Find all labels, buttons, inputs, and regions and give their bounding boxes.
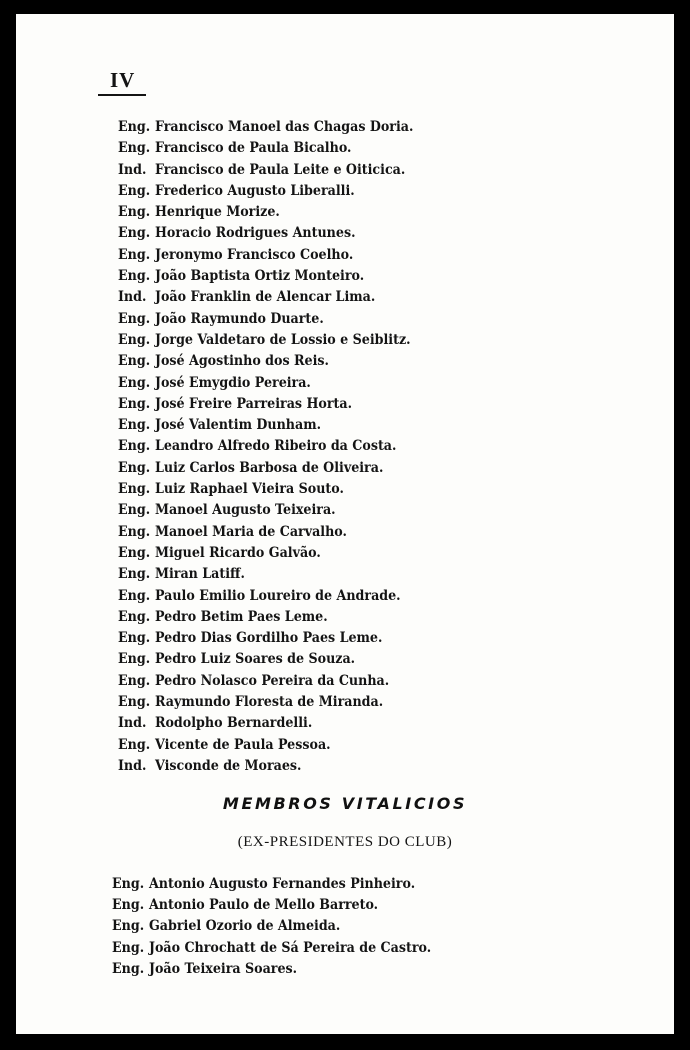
list-item (118, 648, 488, 669)
list-item (118, 393, 488, 414)
list-item (118, 499, 488, 520)
member-title: Eng. (118, 437, 151, 455)
list-item (118, 627, 488, 648)
list-item (118, 585, 488, 606)
member-name: José Emygdio Pereira. (154, 373, 311, 391)
member-name: José Valentim Dunham. (154, 416, 322, 434)
member-title: Eng. (118, 458, 151, 476)
member-name: Francisco Manoel das Chagas Doria. (154, 118, 414, 135)
list-item (118, 435, 488, 456)
list-item (118, 244, 488, 265)
member-title: Eng. (118, 203, 151, 221)
member-title: Eng. (118, 735, 151, 753)
list-item (112, 958, 490, 979)
list-item (112, 937, 490, 958)
member-name: José Agostinho dos Reis. (154, 352, 329, 370)
member-name: Frederico Augusto Liberalli. (154, 181, 355, 199)
member-title: Eng. (118, 480, 151, 498)
member-name: Jorge Valdetaro de Lossio e Seiblitz. (154, 330, 411, 348)
member-name: Pedro Betim Paes Leme. (154, 607, 328, 625)
list-item (118, 286, 488, 307)
member-name: Manoel Maria de Carvalho. (154, 522, 347, 540)
list-item (118, 563, 488, 584)
member-name: Luiz Carlos Barbosa de Oliveira. (154, 458, 384, 476)
member-name: João Franklin de Alencar Lima. (154, 288, 376, 306)
member-name: Pedro Nolasco Pereira da Cunha. (154, 671, 390, 689)
member-name: Jeronymo Francisco Coelho. (154, 245, 354, 263)
member-name: Miguel Ricardo Galvão. (154, 543, 321, 561)
member-title: Eng. (118, 139, 151, 157)
member-title: Eng. (112, 896, 145, 914)
list-item (118, 116, 488, 137)
member-name: José Freire Parreiras Horta. (154, 394, 353, 412)
section-subtitle: (EX-PRESIDENTES DO CLUB) (237, 834, 453, 850)
list-item (118, 222, 488, 243)
member-name: Leandro Alfredo Ribeiro da Costa. (154, 437, 397, 455)
document-page (16, 14, 674, 1034)
member-title: Ind. (118, 288, 147, 306)
member-name: Horacio Rodrigues Antunes. (154, 224, 356, 242)
list-item (118, 137, 488, 158)
list-item (118, 372, 488, 393)
member-name: Miran Latiff. (154, 565, 245, 583)
member-name: Henrique Morize. (154, 203, 280, 221)
member-title: Eng. (118, 352, 151, 370)
member-title: Ind. (118, 160, 147, 178)
member-name: Antonio Paulo de Mello Barreto. (148, 896, 379, 914)
member-name: Francisco de Paula Leite e Oiticica. (154, 160, 406, 178)
member-name: Raymundo Floresta de Miranda. (154, 693, 384, 711)
list-item (118, 478, 488, 499)
member-name: Paulo Emilio Loureiro de Andrade. (154, 586, 401, 604)
member-title: Eng. (118, 416, 151, 434)
list-item (118, 457, 488, 478)
member-title: Eng. (118, 522, 151, 540)
members-list (118, 116, 538, 776)
member-title: Eng. (118, 543, 151, 561)
list-item (112, 894, 490, 915)
member-title: Eng. (118, 245, 151, 263)
member-title: Eng. (118, 650, 151, 668)
list-item (118, 308, 488, 329)
member-name: Visconde de Moraes. (154, 756, 302, 774)
list-item (118, 670, 488, 691)
list-item (118, 755, 488, 776)
member-title: Eng. (118, 501, 151, 519)
member-name: Rodolpho Bernardelli. (154, 714, 313, 732)
member-title: Eng. (112, 917, 145, 935)
member-title: Eng. (118, 118, 151, 135)
member-name: Gabriel Ozorio de Almeida. (148, 917, 341, 935)
vitalicios-list (112, 873, 542, 979)
member-title: Ind. (118, 714, 147, 732)
member-name: João Raymundo Duarte. (154, 309, 324, 327)
list-item (118, 180, 488, 201)
page-number: IV (110, 68, 136, 92)
member-title: Eng. (112, 875, 145, 892)
member-name: Manoel Augusto Teixeira. (154, 501, 336, 519)
member-title: Eng. (118, 693, 151, 711)
member-title: Ind. (118, 756, 147, 774)
member-title: Eng. (118, 181, 151, 199)
member-title: Eng. (118, 607, 151, 625)
member-title: Eng. (118, 330, 151, 348)
member-title: Eng. (118, 309, 151, 327)
member-title: Eng. (118, 373, 151, 391)
member-title: Eng. (118, 394, 151, 412)
list-item (118, 350, 488, 371)
page-number-rule (98, 94, 146, 96)
list-item (118, 606, 488, 627)
member-name: João Teixeira Soares. (148, 959, 298, 977)
member-title: Eng. (112, 938, 145, 956)
list-item (118, 712, 488, 733)
list-item (118, 329, 488, 350)
list-item (118, 265, 488, 286)
list-item (118, 542, 488, 563)
member-title: Eng. (118, 671, 151, 689)
list-item (118, 159, 488, 180)
member-title: Eng. (118, 586, 151, 604)
list-item (112, 873, 490, 894)
list-item (118, 414, 488, 435)
member-title: Eng. (118, 629, 151, 647)
list-item (112, 915, 490, 936)
member-title: Eng. (118, 565, 151, 583)
list-item (118, 201, 488, 222)
member-title: Eng. (112, 959, 145, 977)
member-title: Eng. (118, 224, 151, 242)
member-name: Pedro Dias Gordilho Paes Leme. (154, 629, 383, 647)
list-item (118, 521, 488, 542)
member-name: Francisco de Paula Bicalho. (154, 139, 352, 157)
member-name: Pedro Luiz Soares de Souza. (154, 650, 356, 668)
member-name: Antonio Augusto Fernandes Pinheiro. (148, 875, 416, 892)
list-item (118, 734, 488, 755)
member-name: Luiz Raphael Vieira Souto. (154, 480, 344, 498)
list-item (118, 691, 488, 712)
section-title: MEMBROS VITALICIOS (222, 794, 468, 813)
member-title: Eng. (118, 267, 151, 285)
member-name: João Chrochatt de Sá Pereira de Castro. (148, 938, 432, 956)
member-name: Vicente de Paula Pessoa. (154, 735, 331, 753)
member-name: João Baptista Ortiz Monteiro. (154, 267, 365, 285)
